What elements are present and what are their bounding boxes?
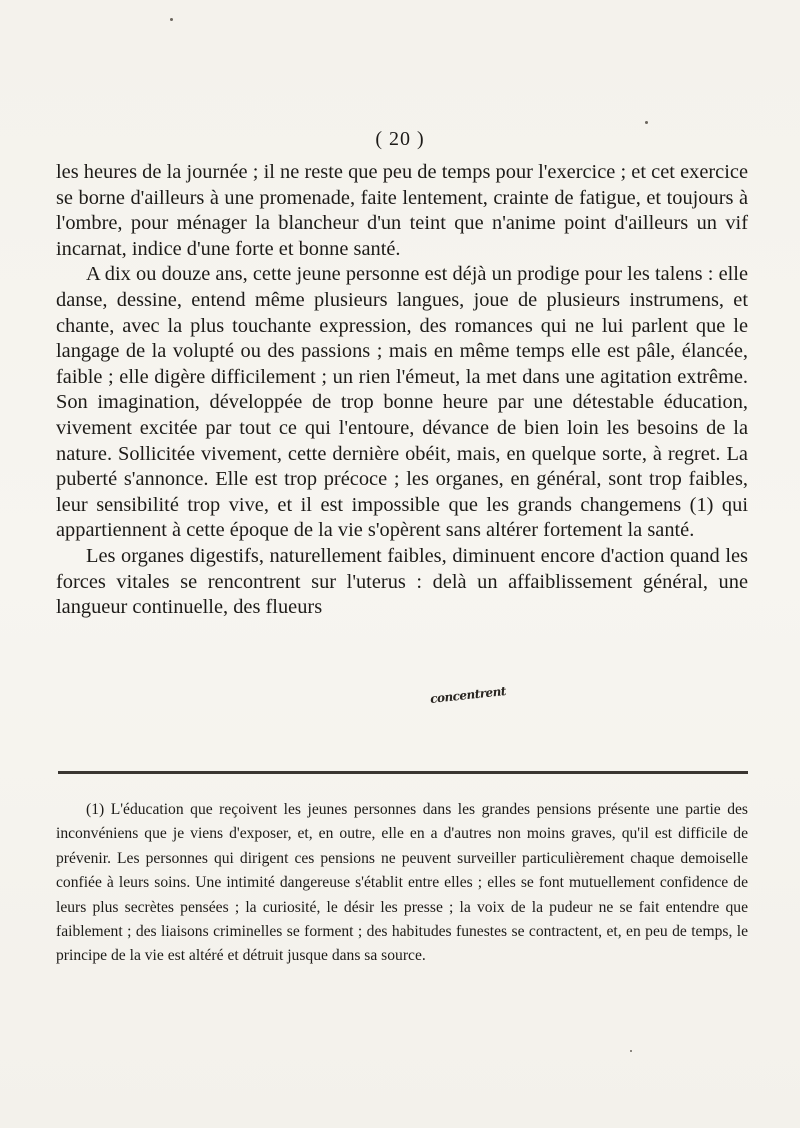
paragraph-digestive: Les organes digestifs, naturellement faibles, diminuent encore d'action quand les forces vitales se rencontrent sur l'uterus : delà un affaiblissement général, une langueur continuelle, des flueurs xyxy=(56,544,748,619)
footnote xyxy=(56,798,748,969)
page-number: ( 20 ) xyxy=(375,128,425,150)
ink-speck xyxy=(170,18,173,21)
ink-speck xyxy=(645,121,648,124)
paragraph-education: A dix ou douze ans, cette jeune personne est déjà un prodige pour les talens : elle danse, dessine, entend même plusieurs langues, joue de plusieurs instrumens, et chante, avec la plus touchante expression, des romances qui ne lui parlent que le langage de la volupté ou des passions ; mais en même temps elle est pâle, élancée, faible ; elle digère difficilement ; un rien l'émeut, la met dans une agitation extrême. Son imagination, développée de trop bonne heure par une détestable éducation, vivement excitée par tout ce qui l'entoure, dévance de bien loin les besoins de la nature. Sollicitée vivement, cette dernière obéit, mais, en quelque sorte, à regret. La puberté s'annonce. Elle est trop précoce ; les organes, en général, sont trop faibles, leur sensibilité trop vive, et il est impossible que les grands changemens (1) qui appartiennent à cette époque de la vie s'opèrent sans altérer fortement la santé. xyxy=(56,263,748,542)
paragraph-continuation: les heures de la journée ; il ne reste que peu de temps pour l'exercice ; et cet exercice se borne d'ailleurs à une promenade, faite lentement, crainte de fatigue, et toujours à l'ombre, pour ménager la blancheur d'un teint que n'anime point d'ailleurs un vif incarnat, indice d'une forte et bonne santé. xyxy=(56,161,748,260)
handwritten-annotation: concentrent xyxy=(429,684,507,706)
ink-speck xyxy=(630,1050,632,1052)
footnote-text: (1) L'éducation que reçoivent les jeunes personnes dans les grandes pensions présente une partie des inconvéniens que je viens d'exposer, et, en outre, elle en a d'autres non moins graves, qu'il est difficile de prévenir. Les personnes qui dirigent ces pensions ne peuvent surveiller particulièrement chaque demoiselle confiée à leurs soins. Une intimité dangereuse s'établit entre elles ; elles se font mutuellement confidence de leurs plus secrètes pensées ; la curiosité, le désir les presse ; la voix de la pudeur ne se fait entendre que faiblement ; des liaisons criminelles se forment ; des habitudes funestes se contractent, et, en peu de temps, le principe de la vie est altéré et détruit jusque dans sa source. xyxy=(56,801,748,965)
main-text xyxy=(56,160,748,621)
footnote-rule xyxy=(58,771,748,774)
